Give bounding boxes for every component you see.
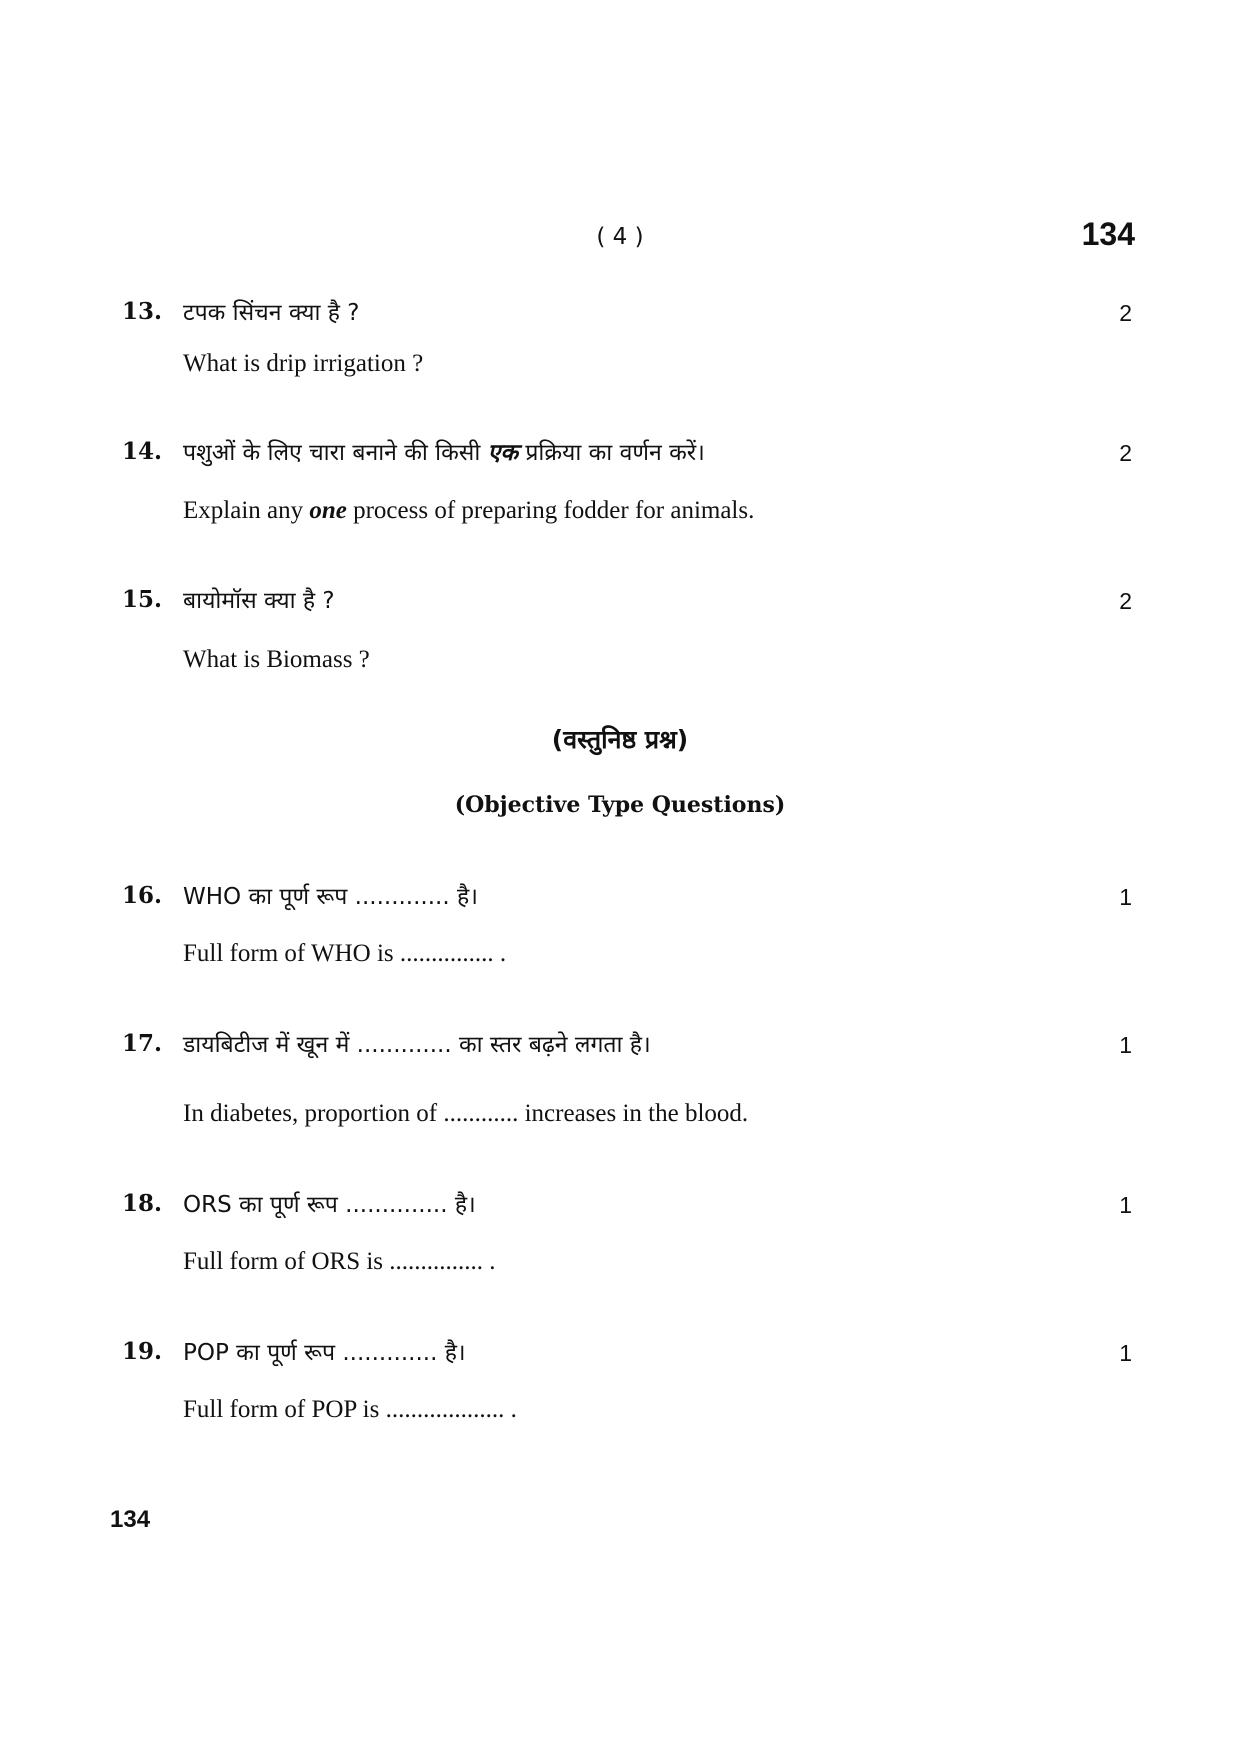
paper-code-top: 134 bbox=[1081, 216, 1135, 252]
question-17-marks: 1 bbox=[1119, 1032, 1132, 1058]
question-16-number: 16. bbox=[122, 882, 163, 909]
emphasis-one-english: one bbox=[309, 497, 347, 524]
question-19-english: Full form of POP is ................... . bbox=[183, 1396, 517, 1423]
question-19-marks: 1 bbox=[1119, 1340, 1132, 1366]
question-18-marks: 1 bbox=[1119, 1192, 1132, 1218]
question-19-hindi: POP का पूर्ण रूप ............. है। bbox=[183, 1340, 466, 1366]
question-14-number: 14. bbox=[122, 438, 163, 465]
question-17-number: 17. bbox=[122, 1030, 163, 1057]
question-14-hindi: पशुओं के लिए चारा बनाने की किसी एक प्रक्रिया का वर्णन करें। bbox=[183, 440, 705, 466]
question-18-english: Full form of ORS is ............... . bbox=[183, 1248, 496, 1275]
question-15-marks: 2 bbox=[1119, 588, 1132, 614]
paper-code-bottom: 134 bbox=[110, 1506, 151, 1533]
question-14-english: Explain any one process of preparing fodder for animals. bbox=[183, 497, 755, 524]
question-14-marks: 2 bbox=[1119, 440, 1132, 466]
emphasis-one-hindi: एक bbox=[487, 440, 519, 466]
question-15-english: What is Biomass ? bbox=[183, 646, 370, 673]
question-13-marks: 2 bbox=[1119, 300, 1132, 326]
question-16-english: Full form of WHO is ............... . bbox=[183, 940, 507, 967]
question-15-hindi: बायोमॉस क्या है ? bbox=[183, 588, 335, 614]
question-13-number: 13. bbox=[122, 298, 163, 325]
section-heading-hindi: (वस्तुनिष्ठ प्रश्न) bbox=[551, 725, 689, 754]
page-number: ( 4 ) bbox=[596, 224, 644, 250]
question-17-english: In diabetes, proportion of ............ increases in the blood. bbox=[183, 1100, 749, 1127]
section-heading-english: (Objective Type Questions) bbox=[454, 792, 786, 818]
question-13-hindi: टपक सिंचन क्या है ? bbox=[183, 300, 360, 326]
question-18-number: 18. bbox=[122, 1190, 163, 1217]
question-16-marks: 1 bbox=[1119, 884, 1132, 910]
question-15-number: 15. bbox=[122, 586, 163, 613]
question-17-hindi: डायबिटीज में खून में ............. का स्तर बढ़ने लगता है। bbox=[183, 1032, 651, 1058]
question-16-hindi: WHO का पूर्ण रूप ............. है। bbox=[183, 884, 478, 910]
question-19-number: 19. bbox=[122, 1338, 163, 1365]
question-18-hindi: ORS का पूर्ण रूप .............. है। bbox=[183, 1192, 476, 1218]
question-13-english: What is drip irrigation ? bbox=[183, 350, 424, 377]
